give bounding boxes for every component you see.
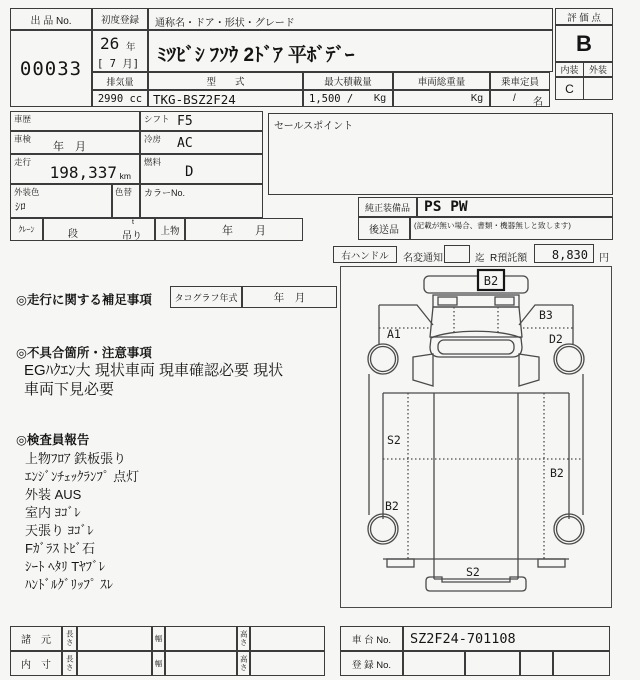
color-no-cell: [140, 184, 263, 218]
fuel-cell: [140, 154, 263, 184]
displacement-value: 2990 cc: [92, 90, 148, 107]
yen-label: 円: [599, 253, 609, 264]
defect-line: 車両下見必要: [24, 381, 115, 398]
body-color-label: 外装色: [14, 187, 40, 197]
damage-label-d2: D2: [549, 332, 563, 346]
inner-height-label: [237, 651, 250, 676]
score-header: 評 価 点: [555, 8, 613, 25]
vehicle-name-header: [148, 8, 553, 30]
deposit-label: R預託額: [490, 253, 528, 264]
inspection-value: 年 月: [53, 141, 86, 153]
aircon-label: 冷房: [144, 134, 162, 144]
color-no-label: カラーNo.: [144, 188, 186, 198]
body-header-cell: 上物: [155, 218, 185, 241]
handle-position-box: 右ハンドル: [333, 246, 397, 263]
until-label: 迄: [475, 253, 485, 264]
crane-dan: 段: [68, 229, 78, 240]
aircon-cell: [140, 131, 263, 154]
height-label: 高さ: [239, 630, 249, 647]
damage-label-b2-right: B2: [550, 466, 564, 480]
chassis-no-label: 車 台 No.: [340, 626, 403, 651]
inner-length-value: [77, 651, 152, 676]
lot-no-value: 00033: [10, 30, 92, 107]
report-item: ｼｰﾄ ﾍﾀﾘ Tﾔﾌﾞﾚ: [25, 559, 106, 574]
crane-value-cell: [43, 218, 155, 241]
gross-weight-unit: Kg: [470, 93, 483, 104]
crane-tsuri: 吊り: [122, 231, 142, 242]
gross-weight-box: [393, 90, 490, 107]
sales-point-label: セールスポイント: [274, 121, 354, 132]
vehicle-name-header-label: 通称名・ドア・形状・グレード: [155, 18, 295, 29]
spec-height-value: [250, 626, 325, 651]
mileage-label: 走行: [14, 157, 32, 167]
lot-no-header: 出 品 No.: [10, 8, 92, 30]
shift-cell: [140, 111, 263, 131]
vehicle-name-box: [148, 30, 553, 72]
rename-notice-box: [444, 245, 470, 263]
mileage-cell: [10, 154, 140, 184]
mileage-unit: km: [119, 171, 131, 181]
inner-height-value: [250, 651, 325, 676]
tachograph-value: 年 月: [242, 286, 337, 308]
model-code: TKG-BSZ2F24: [153, 92, 236, 107]
vehicle-name: ﾐﾂﾋﾞｼ ﾌｿｳ 2ﾄﾞｱ 平ﾎﾞﾃﾞｰ: [157, 45, 355, 66]
registration-cell: [553, 651, 610, 676]
fuel-label: 燃料: [144, 157, 162, 167]
model-code-header: 型 式: [148, 72, 303, 90]
inspection-cell: [10, 131, 140, 154]
inner-row-label: 内 寸: [10, 651, 62, 676]
crane-t: t: [132, 219, 134, 226]
body-color-cell: [10, 184, 112, 218]
max-load-box: [303, 90, 393, 107]
repaint-label: 色替: [115, 187, 133, 197]
sales-point-box: [268, 113, 613, 195]
inner-length-label: [62, 651, 77, 676]
later-shipment-box: [410, 217, 613, 240]
max-load-value: 1,500 /: [309, 93, 354, 105]
report-item: 室内 ﾖｺﾞﾚ: [25, 505, 81, 520]
gross-weight-header: 車両総重量: [393, 72, 490, 90]
crane-cell: ｸﾚｰﾝ: [10, 218, 43, 241]
oem-equipment-label: 純正装備品: [358, 197, 417, 217]
body-color-value: ｼﾛ: [15, 201, 26, 213]
report-item: 上物ﾌﾛｱ 鉄板張り: [25, 451, 127, 466]
first-reg-year-unit: 年: [126, 42, 136, 53]
capacity-slash: /: [513, 93, 516, 104]
deposit-box: [534, 244, 594, 263]
interior-header: 内装: [555, 62, 584, 77]
front-bumper: [424, 276, 528, 293]
score-value: B: [555, 25, 613, 62]
capacity-header: 乗車定員: [490, 72, 550, 90]
report-item: Fｶﾞﾗｽ ﾄﾋﾞ石: [25, 541, 96, 556]
deposit-value: 8,830: [551, 248, 588, 262]
defects-title: ◎不具合箇所・注意事項: [16, 346, 152, 360]
interior-score: C: [555, 77, 584, 100]
damage-label-s2-left: S2: [387, 433, 401, 447]
report-item: ｴﾝｼﾞﾝﾁｪｯｸﾗﾝﾌﾟ 点灯: [25, 469, 140, 484]
repaint-cell: [112, 184, 140, 218]
damage-label-b3: B3: [539, 308, 553, 322]
aircon-value: AC: [177, 136, 193, 151]
inner-width-label: 幅: [152, 651, 165, 676]
cab-outline: [430, 307, 522, 337]
report-item: 天張り ﾖｺﾞﾚ: [25, 523, 94, 538]
damage-label-b2-top: B2: [483, 274, 499, 288]
capacity-box: [490, 90, 550, 107]
damage-label-b2-left: B2: [385, 499, 399, 513]
spec-height-label: [237, 626, 250, 651]
tachograph-label: タコグラフ年式: [170, 286, 242, 308]
chassis-no-box: [403, 626, 610, 651]
truck-top-view: [341, 267, 611, 607]
mileage-note-title: ◎走行に関する補足事項: [16, 293, 152, 307]
inner-width-value: [165, 651, 237, 676]
capacity-unit: 名: [533, 97, 543, 108]
displacement-header: 排気量: [92, 72, 148, 90]
later-shipment-note: (記載が無い場合、書類・機器無しと致します): [414, 221, 571, 230]
length-label: 長さ: [65, 630, 75, 647]
later-shipment-label: 後送品: [358, 217, 410, 240]
exterior-score: [583, 77, 613, 100]
first-reg-year: 26: [100, 34, 120, 53]
report-title: ◎検査員報告: [16, 433, 90, 447]
body-value-cell: 年 月: [185, 218, 303, 241]
rename-notice-label: 名変通知: [403, 253, 443, 264]
max-load-unit: Kg: [373, 93, 386, 104]
history-cell: [10, 111, 140, 131]
history-label: 車歴: [14, 114, 32, 124]
inspection-label: 車検: [14, 134, 32, 144]
report-item: ﾊﾝﾄﾞﾙｸﾞﾘｯﾌﾟ ｽﾚ: [25, 577, 114, 592]
first-registration-value: [92, 30, 148, 72]
damage-diagram-box: [340, 266, 612, 608]
defect-line: EGﾊｸｴﾝ大 現状車両 現車確認必要 現状: [24, 362, 284, 379]
registration-no-label: 登 録 No.: [340, 651, 403, 676]
registration-cell: [520, 651, 553, 676]
damage-label-a1: A1: [387, 327, 401, 341]
damage-label-s2-bottom: S2: [466, 565, 480, 579]
front-right-wheel: [554, 344, 584, 374]
shift-value: F5: [177, 114, 193, 129]
front-left-wheel: [368, 344, 398, 374]
mileage-value: 198,337: [49, 163, 117, 182]
shift-label: シフト: [144, 114, 170, 124]
spec-width-label: 幅: [152, 626, 165, 651]
max-load-header: 最大積載量: [303, 72, 393, 90]
exterior-header: 外装: [583, 62, 613, 77]
registration-cell: [465, 651, 520, 676]
first-reg-month: [ 7 月]: [97, 58, 140, 70]
oem-equipment-box: [417, 197, 613, 217]
chassis-no-value: SZ2F24-701108: [410, 631, 516, 647]
fuel-value: D: [185, 164, 194, 180]
oem-equipment-value: PS PW: [424, 199, 468, 215]
registration-cell: [403, 651, 465, 676]
report-item: 外装 AUS: [25, 487, 82, 502]
spec-length-label: [62, 626, 77, 651]
height-label: 高さ: [239, 655, 249, 672]
model-code-box: [148, 90, 303, 107]
spec-length-value: [77, 626, 152, 651]
spec-width-value: [165, 626, 237, 651]
windshield: [430, 331, 522, 357]
length-label: 長さ: [65, 655, 75, 672]
first-registration-header: 初度登録: [92, 8, 148, 30]
spec-row-label: 諸 元: [10, 626, 62, 651]
